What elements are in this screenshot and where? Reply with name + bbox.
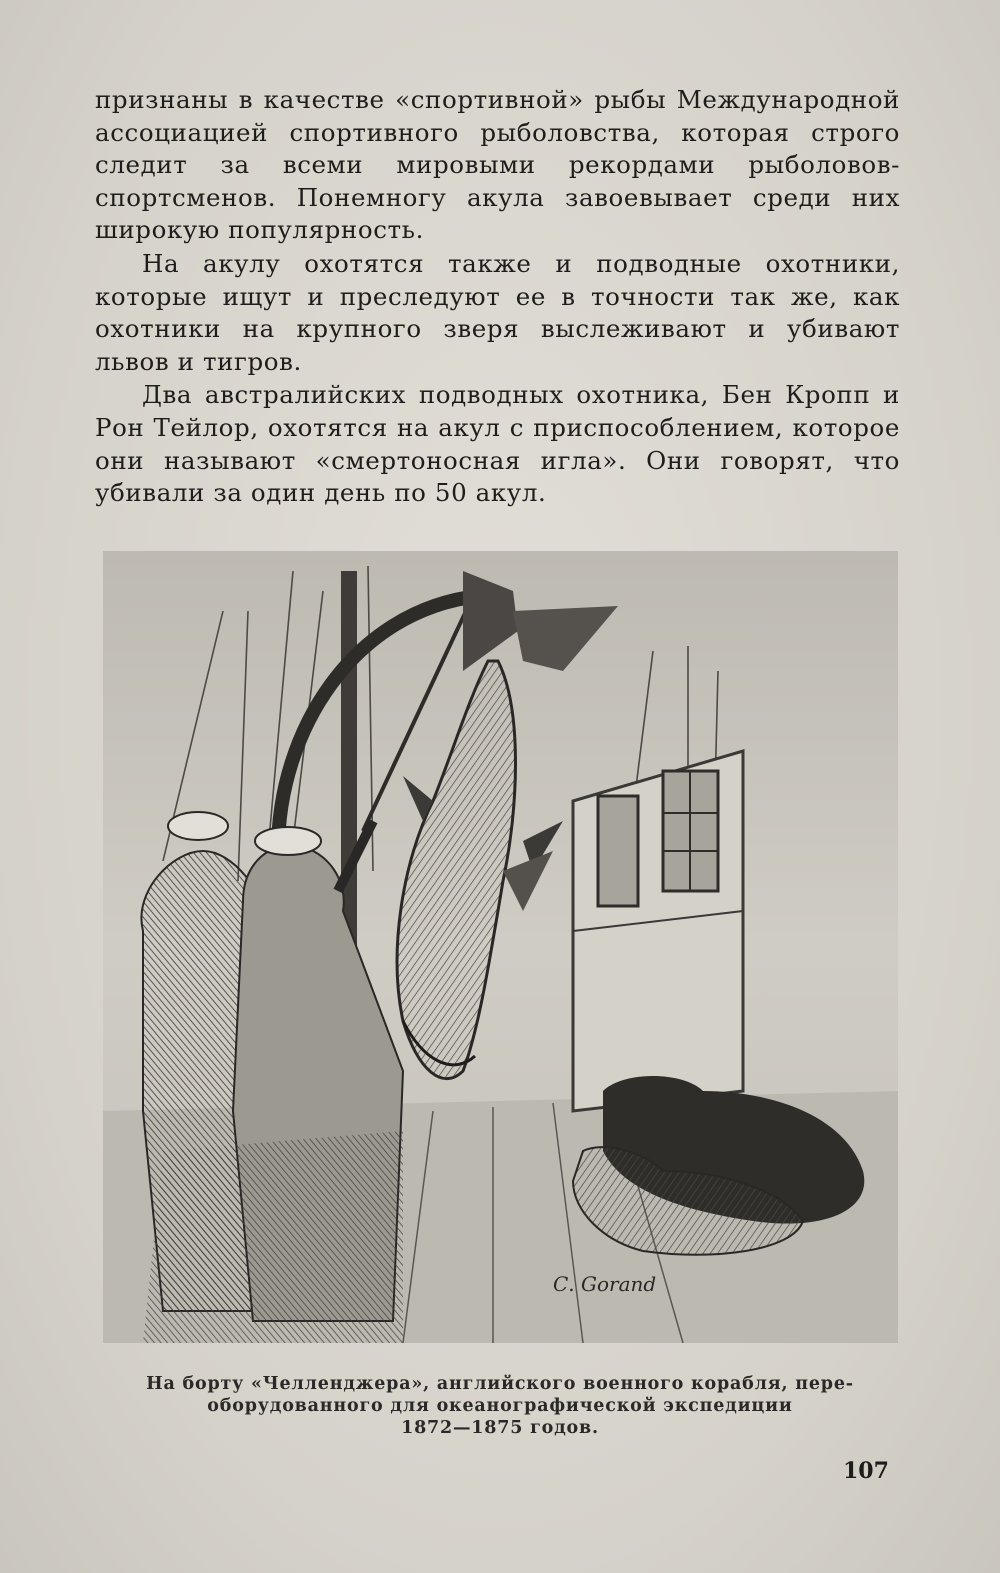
paragraph-3: Два австралийских подводных охотника, Бен Кропп и Рон Тейлор, охотятся на акул с приспособлением, которое они называют «смертоносная игла». Они говорят, что убивали за один день по 50 акул. [95, 380, 900, 508]
illustration-signature: С. Gorand [553, 1272, 657, 1296]
shark-illustration [103, 551, 898, 1343]
caption-line-3: 1872—1875 годов. [401, 1418, 599, 1438]
body-text [95, 84, 900, 511]
deckhouse [573, 751, 743, 1111]
page-number: 107 [843, 1458, 889, 1484]
caption-line-2: оборудованного для океанографической экспедиции [207, 1396, 793, 1416]
caption-line-1: На борту «Челленджера», английского военного корабля, пере- [146, 1374, 854, 1394]
figure-caption [100, 1373, 900, 1439]
illustration-drawing [103, 551, 898, 1343]
paragraph-1: признаны в качестве «спортивной» рыбы Международной ассоциацией спортивного рыболовства, которая строго следит за всеми мировыми рекордами рыболовов-спортсменов. Понемногу акула завоевывает среди них широкую популярность. [95, 85, 900, 245]
paragraph-2: На акулу охотятся также и подводные охотники, которые ищут и преследуют ее в точности так же, как охотники на крупного зверя выслеживают и убивают львов и тигров. [95, 248, 900, 376]
